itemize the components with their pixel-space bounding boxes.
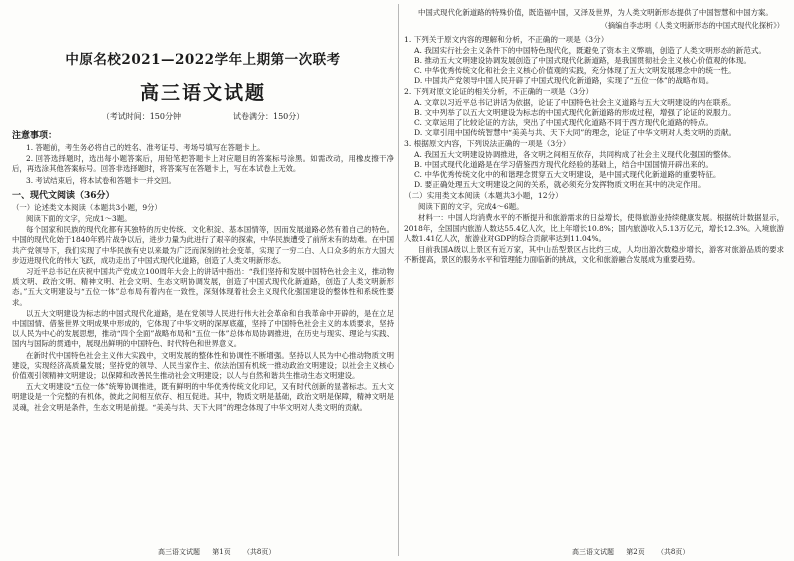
- question-option: D. 中国共产党领导中国人民开辟了中国式现代化新道路，实现了“五位一体”的战略布局。: [414, 76, 714, 86]
- subsection-heading: （二）实用类文本阅读（本题共3小题，12分）: [404, 191, 563, 201]
- question-stem: 3. 根据原文内容，下列说法正确的一项是（3分）: [404, 139, 571, 149]
- footer-subject: 高三语文试题: [572, 548, 614, 556]
- page-divider: [398, 4, 399, 556]
- footer-page: 第2页: [626, 548, 645, 556]
- passage-paragraph: 每个国家和民族的现代化都有其独特的历史传统、文化积淀、基本国情等，因而发展道路必然有着自己的特色。中国的现代化始于1840年鸦片战争以后，进步力量为此进行了艰辛的探索，中华民族遭受了前所未有的劫难。在中国共产党领导下，我们实现了中华民族有史以来最为广泛而深刻的社会变革，实现了一穷二白、人口众多的东方大国大步迈进现代化的伟大飞跃，成功走出了中国式现代化道路，创造了人类文明新形态。: [12, 225, 394, 265]
- question-option: B. 中国式现代化道路是在学习借鉴西方现代化经验的基础上，结合中国国情开辟出来的。: [414, 160, 713, 170]
- question-option: C. 文章运用了比较论证的方法，突出了中国式现代化道路不同于西方现代化道路的特点。: [414, 118, 713, 128]
- question-option: D. 文章引用中国传统智慧中“美美与共、天下大同”的理念，论证了中华文明对人类文明的贡献。: [414, 128, 737, 138]
- page-footer-right: [572, 547, 699, 557]
- material-paragraph: 目前我国A级以上景区有近万家，其中山岳型景区占比约三成，人均出游次数稳步增长，游客对旅游品质的要求不断提高，景区的服务水平和管理能力面临新的挑战，文化和旅游融合发展成为重要趋势。: [404, 245, 784, 265]
- reading-instruction: 阅读下面的文字，完成4～6题。: [418, 202, 524, 212]
- exam-title: 中原名校2021—2022学年上期第一次联考: [65, 52, 341, 68]
- question-option: A. 我国实行社会主义条件下的中国特色现代化，既避免了资本主义弊端，创造了人类文明形态的新范式。: [414, 46, 767, 56]
- question-stem: 2. 下列对原文论证的相关分析，不正确的一项是（3分）: [404, 87, 594, 97]
- question-option: B. 文中列举了以五大文明建设为标志的中国式现代化新道路的形成过程，增强了论证的说服力。: [414, 108, 736, 118]
- exam-meta: [12, 111, 394, 122]
- exam-time: （考试时间：150分钟: [101, 112, 181, 121]
- footer-subject: 高三语文试题: [158, 548, 200, 556]
- source-note: （摘编自李志明《人类文明新形态的中国式现代化探析》）: [600, 21, 784, 31]
- notice-item: 1. 答题前，考生务必将自己的姓名、准考证号、考场号填写在答题卡上。: [26, 143, 265, 152]
- question-option: A. 我国五大文明建设协调推进，各文明之间相互依存，共同构成了社会主义现代化强国的整体。: [414, 150, 736, 160]
- notice-item: 2. 回答选择题时，选出每小题答案后，用铅笔把答题卡上对应题目的答案标号涂黑。如需改动，用橡皮擦干净后，再选涂其他答案标号。回答非选择题时，将答案写在答题卡上，写在本试卷上无效。: [12, 154, 394, 174]
- passage-paragraph: 在新时代中国特色社会主义伟大实践中，文明发展的整体性和协调性不断增强。坚持以人民为中心推动物质文明建设，实现经济高质量发展；坚持党的领导、人民当家作主、依法治国有机统一推动政治文明建设；以社会主义核心价值观引领精神文明建设；以保障和改善民生推动社会文明建设；以人与自然和谐共生推动生态文明建设。: [12, 350, 394, 381]
- passage-paragraph: 中国式现代化新道路的特殊价值，既造福中国，又泽及世界，为人类文明新形态提供了中国智慧和中国方案。: [418, 8, 773, 17]
- passage-paragraph: 习近平总书记在庆祝中国共产党成立100周年大会上的讲话中指出：“我们坚持和发展中国特色社会主义，推动物质文明、政治文明、精神文明、社会文明、生态文明协调发展，创造了中国式现代化新道路，创造了人类文明新形态。”五大文明建设与“五位一体”总布局有着内在一致性，深刻体现着社会主义现代化强国建设的整体性和系统性要求。: [12, 267, 394, 307]
- section-heading: 一、现代文阅读（36分）: [12, 190, 115, 201]
- notice-item: 3. 考试结束后，将本试卷和答题卡一并交回。: [26, 175, 176, 185]
- exam-score: 试卷满分：150分）: [233, 112, 305, 121]
- reading-instruction: 阅读下面的文字，完成1～3题。: [26, 214, 132, 224]
- footer-total: （共8页）: [242, 548, 276, 556]
- footer-page: 第1页: [212, 548, 231, 556]
- subject-title: 高三语文试题: [139, 82, 266, 104]
- subsection-heading: （一）论述类文本阅读（本题共3小题，9分）: [12, 202, 162, 212]
- question-option: D. 要正确处理五大文明建设之间的关系，就必须充分发挥物质文明在其中的决定作用。: [414, 180, 706, 190]
- page-footer-left: [158, 547, 285, 557]
- question-stem: 1. 下列关于原文内容的理解和分析，不正确的一项是（3分）: [404, 35, 609, 45]
- passage-paragraph: 五大文明建设“五位一体”统筹协调推进，既有鲜明的中华优秀传统文化印记，又有时代创新的显著标志。五大文明建设是一个完整的有机体，彼此之间相互依存、相互促进。其中，物质文明是基础，政治文明是保障，精神文明是灵魂，社会文明是条件，生态文明是前提。“美美与共、天下大同”的理念体现了中华文明对人类文明的贡献。: [12, 382, 394, 412]
- passage-paragraph: 以五大文明建设为标志的中国式现代化道路，是在党领导人民进行伟大社会革命和自我革命中开辟的，是在立足中国国情、借鉴世界文明成果中形成的，它体现了中华文明的深厚底蕴，坚持了中国特色社会主义的本质要求，坚持以人民为中心的发展思想，推动“四个全面”战略布局和“五位一体”总体布局协调推进，在历史与现实、理论与实践、国内与国际的贯通中，展现出鲜明的中国特色、时代特色和世界意义。: [12, 308, 394, 349]
- question-option: C. 中华优秀传统文化和社会主义核心价值观的实践，充分体现了五大文明发展理念中的统一性。: [414, 66, 736, 76]
- page-right: [404, 8, 784, 548]
- question-option: B. 推动五大文明建设协调发展创造了中国式现代化新道路，是我国贯彻社会主义核心价值观的体现。: [414, 56, 751, 66]
- material-paragraph: 材料一：中国人均消费水平的不断提升和旅游需求的日益增长，使得旅游业持续健康发展。根据统计数据显示，2018年，全国国内旅游人数达55.4亿人次，比上年增长10.8%；国内旅游收入5.13万亿元，增长12.3%。入境旅游人数1.41亿人次，旅游业对GDP的综合贡献率达到11.04%。: [404, 213, 784, 243]
- question-option: A. 文章以习近平总书记讲话为依据，论证了中国特色社会主义道路与五大文明建设的内在联系。: [414, 98, 736, 108]
- page-left: [12, 8, 394, 548]
- question-option: C. 中华优秀传统文化中的和谐理念贯穿五大文明建设，是中国式现代化新道路的重要特征。: [414, 170, 721, 180]
- notice-heading: 注意事项：: [12, 131, 58, 141]
- footer-total: （共8页）: [656, 548, 690, 556]
